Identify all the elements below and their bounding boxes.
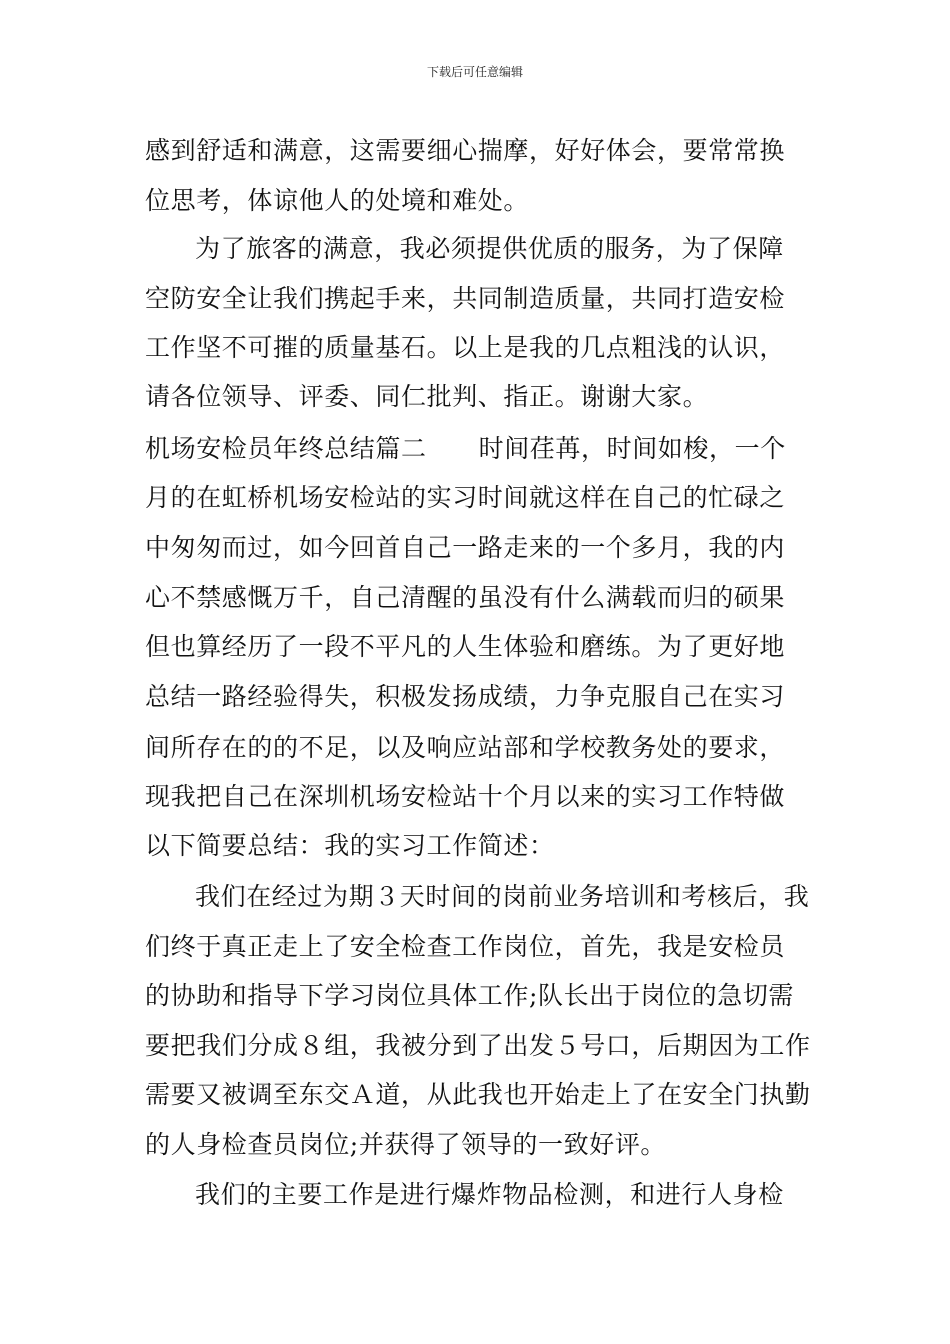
section-heading-line <box>145 434 786 464</box>
text-line: 请各位领导、评委、同仁批判、指正。谢谢大家。 <box>145 382 709 411</box>
paragraph-start-line: 为了旅客的满意，我必须提供优质的服务，为了保障 <box>195 234 784 263</box>
page-header: 下载后可任意编辑 <box>426 65 523 79</box>
text-line: 工作坚不可摧的质量基石。以上是我的几点粗浅的认识， <box>145 333 786 362</box>
text-line: 时间荏苒，时间如梭，一个 <box>478 434 786 463</box>
text-line: 中匆匆而过，如今回首自己一路走来的一个多月，我的内 <box>145 533 786 562</box>
paragraph-start-line: 我们在经过为期３天时间的岗前业务培训和考核后，我 <box>195 882 810 911</box>
text-line: 以下简要总结：我的实习工作简述： <box>145 831 555 860</box>
text-line: 空防安全让我们携起手来，共同制造质量，共同打造安检 <box>145 284 786 313</box>
text-line: 需要又被调至东交Ａ道，从此我也开始走上了在安全门执勤 <box>145 1080 811 1109</box>
text-line: 总结一路经验得失，积极发扬成绩，力争克服自己在实习 <box>145 682 786 711</box>
text-line: 的协助和指导下学习岗位具体工作;队长出于岗位的急切需 <box>145 981 795 1010</box>
text-line: 感到舒适和满意，这需要细心揣摩，好好体会，要常常换 <box>145 136 786 165</box>
text-line: 要把我们分成８组，我被分到了出发５号口，后期因为工作 <box>145 1031 811 1060</box>
text-line: 心不禁感慨万千，自己清醒的虽没有什么满载而归的硕果 <box>145 583 786 612</box>
text-line: 的人身检查员岗位;并获得了领导的一致好评。 <box>145 1130 667 1159</box>
text-line: 间所存在的的不足，以及响应站部和学校教务处的要求， <box>145 733 786 762</box>
text-line: 月的在虹桥机场安检站的实习时间就这样在自己的忙碌之 <box>145 483 786 512</box>
paragraph-start-line: 我们的主要工作是进行爆炸物品检测，和进行人身检 <box>195 1180 784 1209</box>
section-heading: 机场安检员年终总结篇二 <box>145 434 427 463</box>
text-line: 位思考，体谅他人的处境和难处。 <box>145 186 530 215</box>
text-line: 但也算经历了一段不平凡的人生体验和磨练。为了更好地 <box>145 632 786 661</box>
text-line: 现我把自己在深圳机场安检站十个月以来的实习工作特做 <box>145 782 786 811</box>
text-line: 们终于真正走上了安全检查工作岗位，首先，我是安检员 <box>145 932 786 961</box>
